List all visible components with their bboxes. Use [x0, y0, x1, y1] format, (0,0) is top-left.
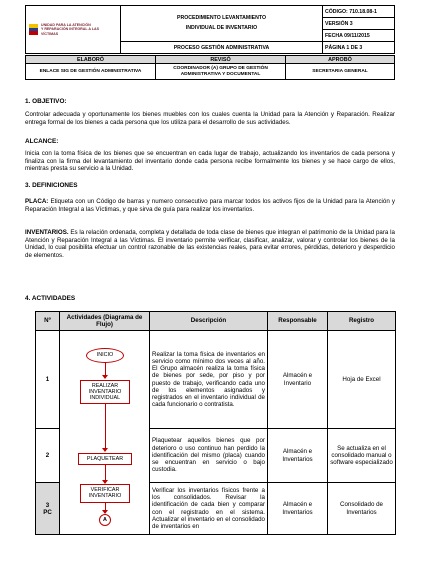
- activities-table: [35, 311, 396, 535]
- inventarios-term: INVENTARIOS.: [25, 229, 69, 236]
- flow-arrow-icon: [102, 510, 108, 514]
- signature-header: APROBÓ: [286, 56, 395, 64]
- flag-icon: [29, 24, 38, 35]
- scope-text: Inicia con la toma física de los bienes que se encuentran en cada lugar de trabajo, actualizando los inventarios de cada persona y finaliza con la firma del levantamiento del inventario donde cada persona recibe formalmente los bienes y se hace cargo de ellos, mientras presta su servicio a la Unidad.: [25, 150, 395, 172]
- row-number: 2: [36, 429, 60, 483]
- signature-value: SECRETARIA GENERAL: [286, 64, 395, 80]
- flowchart-cell: [60, 331, 150, 535]
- row-description: Verificar los inventarios físicos frente a los consolidados. Revisar la identificación de cada bien y comparar con el registrado en el sistema. Actualizar el inventario en el consolidado de inventarios en: [150, 483, 268, 535]
- inventarios-text: Es la relación ordenada, completa y detallada de toda clase de bienes que integran el patrimonio de la Unidad para la Atención y Reparación Integral a las Víctimas. El inventario permite verificar, clasificar, analizar, valorar y controlar los bienes de la Unidad, lo cual posibilita efectuar un control razonable de las existencias reales, para evitar errores, pérdidas, deterioro y desperdicio de elementos.: [25, 229, 395, 259]
- objective-text: Controlar adecuada y oportunamente los bienes muebles con los cuales cuenta la Unidad para la Atención y Reparación. Realizar entrega formal de los bienes a cada persona que los utiliza para el desarrollo de sus actividades.: [25, 111, 395, 126]
- row-record: Consolidado de Inventarios: [328, 483, 396, 535]
- row-number: 1: [36, 331, 60, 429]
- unit-logo: [29, 23, 117, 36]
- flow-connector-a: A: [99, 514, 111, 526]
- flow-step-plaquetear: PLAQUETEAR: [78, 453, 132, 465]
- process-name: PROCESO GESTIÓN ADMINISTRATIVA: [121, 42, 323, 54]
- column-header-record: Registro: [328, 312, 396, 331]
- column-header-description: Descripción: [150, 312, 268, 331]
- flow-start-node: INICIO: [86, 348, 124, 363]
- signature-value: COORDINADOR (A) GRUPO DE GESTIÓN ADMINISTRATIVA Y DOCUMENTAL: [156, 64, 286, 80]
- placa-term: PLACA:: [25, 198, 49, 205]
- activities-heading: 4. ACTIVIDADES: [25, 295, 76, 302]
- row-description: Realizar la toma física de inventarios en servicio como mínimo dos veces al año. El Grupo almacén realiza la toma física de bienes por sede, por piso y por puesto de trabajo, verificando cada uno de los elementos asignados y registrados en el inventario individual de cada funcionario o contratista.: [150, 331, 268, 429]
- signature-value: ENLACE SIG DE GESTIÓN ADMINISTRATIVA: [26, 64, 156, 80]
- definition-placa: [25, 198, 395, 213]
- row-number: 3 PC: [36, 483, 60, 535]
- signature-header: REVISÓ: [156, 56, 286, 64]
- logo-line-1: UNIDAD PARA LA ATENCIÓN: [40, 22, 91, 27]
- signature-header: ELABORÓ: [26, 56, 156, 64]
- row-responsible: Almacén e Inventarios: [268, 483, 328, 535]
- row-record: Hoja de Excel: [328, 331, 396, 429]
- table-row: [36, 331, 396, 429]
- flow-step-inventory: REALIZAR INVENTARIO INDIVIDUAL: [80, 380, 130, 404]
- procedure-title: PROCEDIMIENTO LEVANTAMIENTO INDIVIDUAL DE INVENTARIO: [121, 6, 323, 42]
- document-version: VERSIÓN 3: [323, 18, 395, 30]
- document-header: [25, 5, 395, 54]
- column-header-flowchart: Actividades (Diagrama de Flujo): [60, 312, 150, 331]
- flow-arrow-icon: [102, 375, 108, 379]
- scope-heading: ALCANCE:: [25, 138, 59, 145]
- column-header-responsible: Responsable: [268, 312, 328, 331]
- row-responsible: Almacén e Inventario: [268, 331, 328, 429]
- column-header-number: Nº: [36, 312, 60, 331]
- flow-connector-line: [105, 404, 106, 450]
- row-responsible: Almacén e Inventarios: [268, 429, 328, 483]
- page-number: PÁGINA 1 DE 3: [323, 42, 395, 54]
- row-record: Se actualiza en el consolidado manual o software especializado: [328, 429, 396, 483]
- document-code: CÓDIGO: 710.18.08-1: [323, 6, 395, 18]
- objective-heading: 1. OBJETIVO:: [25, 98, 67, 105]
- logo-cell: [26, 6, 121, 54]
- placa-text: Etiqueta con un Código de barras y numero consecutivo para marcar todos los activos fijos de la Unidad para la Atención y Reparación Integral a las Víctimas, y que sirva de guía para realizar los inventarios.: [25, 198, 395, 213]
- document-date: FECHA 09/11/2015: [323, 30, 395, 42]
- row-description: Plaquetear aquellos bienes que por deterioro o uso continuo han perdido la identificación del mismo (placa) cuando se encuentran en servicio o bajo custodia.: [150, 429, 268, 483]
- definitions-heading: 3. DEFINICIONES: [25, 182, 78, 189]
- flow-step-verify: VERIFICAR INVENTARIO: [80, 484, 130, 503]
- signature-table: [25, 55, 395, 80]
- logo-line-2: Y REPARACIÓN INTEGRAL A LAS VÍCTIMAS: [40, 27, 100, 36]
- flow-arrow-icon: [102, 448, 108, 452]
- definition-inventarios: [25, 229, 395, 259]
